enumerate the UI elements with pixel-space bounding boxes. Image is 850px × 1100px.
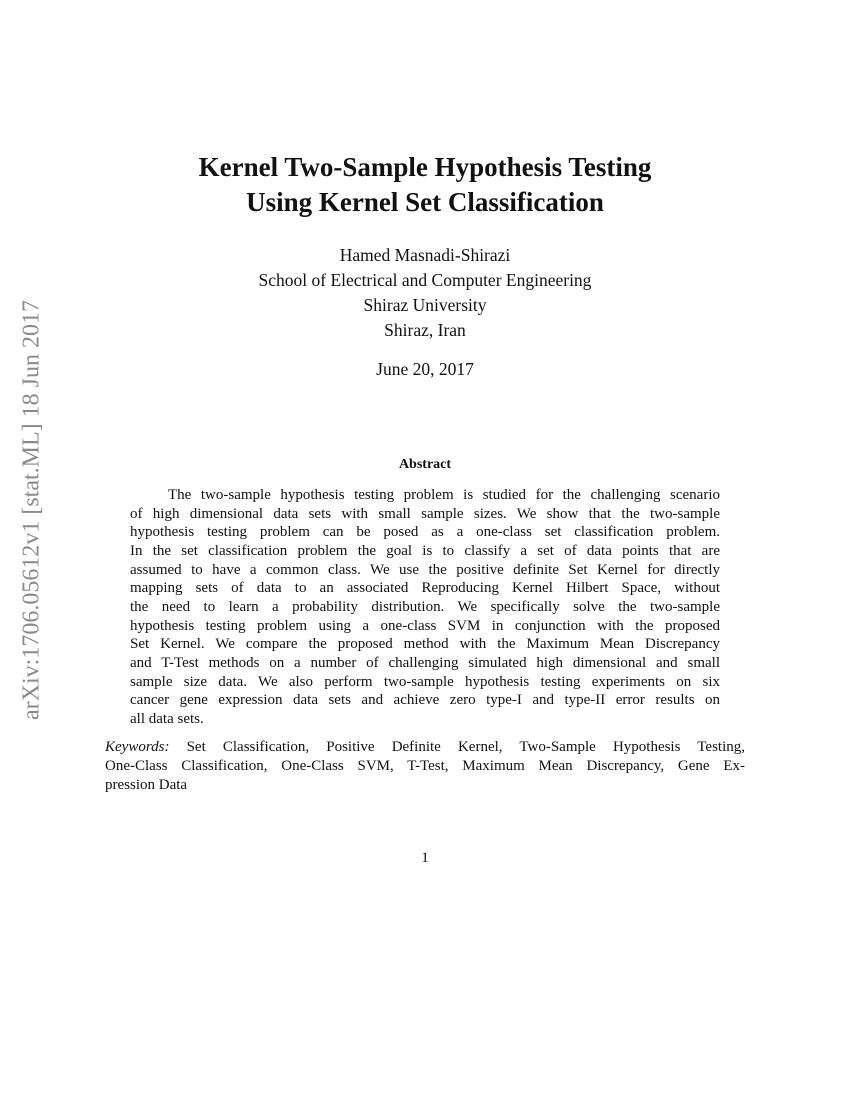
- abstract-line: of high dimensional data sets with small sample sizes. We show that the two-sample: [130, 506, 720, 522]
- author-department: School of Electrical and Computer Engineering: [258, 270, 592, 290]
- abstract-line: and T-Test methods on a number of challenging simulated high dimensional and small: [130, 655, 720, 671]
- abstract-line: sample size data. We also perform two-sample hypothesis testing experiments on six: [130, 674, 720, 690]
- page-number: 1: [421, 850, 429, 866]
- arxiv-stamp: arXiv:1706.05612v1 [stat.ML] 18 Jun 2017: [18, 300, 45, 720]
- abstract-line: hypothesis testing problem using a one-class SVM in conjunction with the proposed: [130, 618, 720, 634]
- title-line-1: Kernel Two-Sample Hypothesis Testing: [198, 152, 652, 182]
- date: June 20, 2017: [376, 359, 474, 379]
- abstract-line: Set Kernel. We compare the proposed method with the Maximum Mean Discrepancy: [130, 636, 720, 652]
- abstract-line: The two-sample hypothesis testing problem is studied for the challenging scenario: [168, 487, 720, 503]
- abstract-line: cancer gene expression data sets and achieve zero type-I and type-II error results on: [130, 692, 720, 708]
- keywords-line: pression Data: [105, 777, 188, 793]
- author-name: Hamed Masnadi-Shirazi: [339, 245, 511, 265]
- abstract-line: hypothesis testing problem can be posed as a one-class set classification problem.: [130, 524, 720, 540]
- author-university: Shiraz University: [363, 295, 487, 315]
- abstract-line: assumed to have a common class. We use the positive definite Set Kernel for directly: [130, 562, 720, 578]
- keywords-line: One-Class Classification, One-Class SVM, T-Test, Maximum Mean Discrepancy, Gene Ex-: [105, 758, 745, 774]
- abstract-line: the need to learn a probability distribution. We specifically solve the two-sample: [130, 599, 720, 615]
- abstract-line: In the set classification problem the goal is to classify a set of data points that are: [130, 543, 720, 559]
- abstract-line: all data sets.: [130, 711, 204, 727]
- abstract-line: mapping sets of data to an associated Reproducing Kernel Hilbert Space, without: [130, 580, 720, 596]
- keywords-label: Keywords:: [105, 739, 170, 755]
- title-line-2: Using Kernel Set Classification: [246, 187, 604, 217]
- keywords-text: Set Classification, Positive Definite Kernel, Two-Sample Hypothesis Testing,: [186, 739, 745, 755]
- abstract-heading: Abstract: [398, 457, 452, 472]
- keywords-line: [105, 738, 745, 756]
- author-location: Shiraz, Iran: [384, 320, 466, 340]
